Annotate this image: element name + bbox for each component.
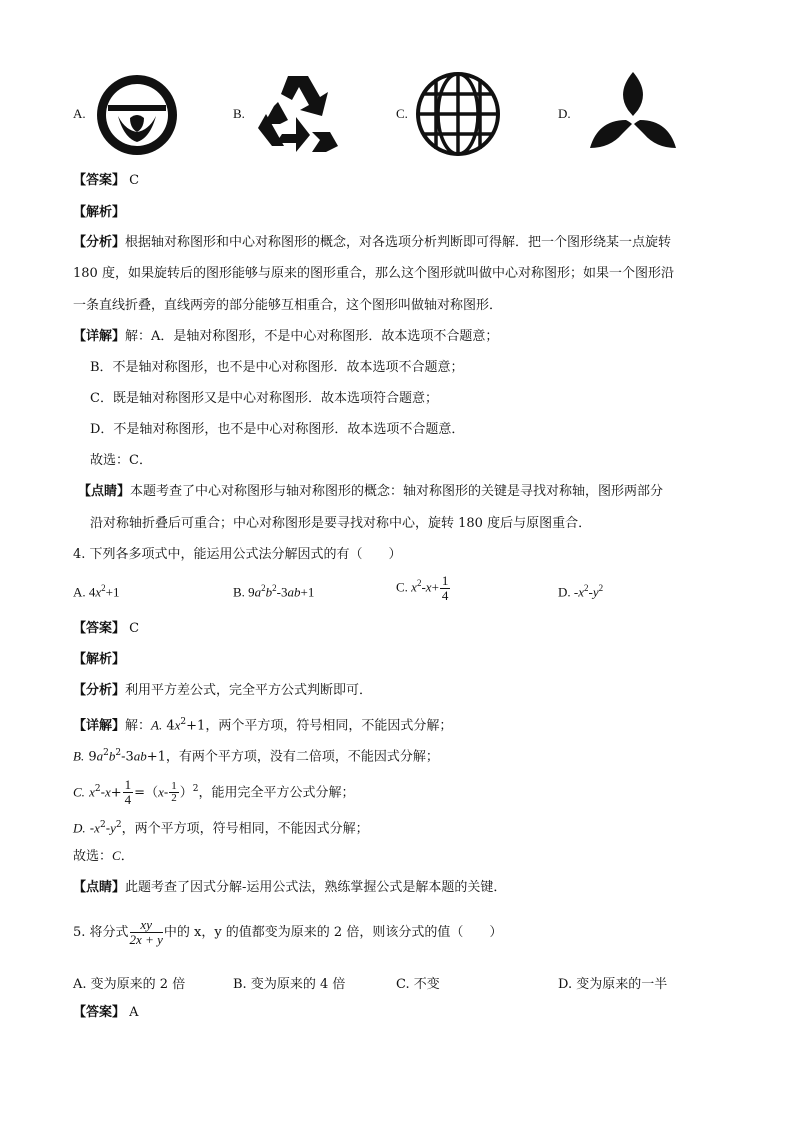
jiexi-tag: 【解析】	[73, 205, 126, 220]
q3-xiangjie-a	[73, 327, 498, 347]
q3-option-a-label: A.	[73, 106, 86, 121]
q5-option-a: A. 变为原来的 2 倍	[73, 977, 186, 992]
stem-suffix: 中的 x，y 的值都变为原来的 2 倍，则该分式的值（ ）	[163, 925, 503, 940]
q3-fenxi-line-3: 一条直线折叠，直线两旁的部分能够互相重合，这个图形叫做轴对称图形．	[73, 298, 503, 313]
guxuan-text: 故选：	[73, 849, 113, 864]
fraction-denominator: 2x + y	[129, 932, 163, 947]
q4-guxuan	[73, 846, 134, 867]
xiangjie-tag: 【详解】	[73, 329, 126, 344]
option-label: D.	[558, 584, 571, 600]
stem-prefix: 5. 将分式	[73, 925, 129, 940]
fraction-one-half: $\frac{1}{2}$	[171, 780, 177, 805]
q4-answer	[73, 619, 139, 639]
q5-answer	[73, 1003, 139, 1023]
q4-option-a: A. $4x^2+1$	[73, 583, 120, 600]
fraction-one-quarter: $\frac{1}{4}$	[124, 777, 132, 808]
xiangjie-prefix: 解：	[125, 718, 152, 734]
option-label: C.	[396, 579, 408, 595]
guxuan-end: ．	[120, 849, 134, 864]
xiangjie-text: 解：A．是轴对称图形，不是中心对称图形．故本选项不合题意；	[125, 329, 499, 344]
q3-jiexi-heading	[73, 203, 125, 223]
q4-option-d: D. $-x^2-y^2$	[558, 583, 604, 600]
fraction-numerator: xy	[130, 918, 163, 933]
option-label: B.	[233, 584, 245, 600]
three-leaf-icon	[588, 70, 678, 152]
q5-stem	[73, 913, 502, 953]
q3-xiangjie-d: D．不是轴对称图形，也不是中心对称图形．故本选项不合题意．	[90, 422, 465, 437]
circle-emblem-icon	[94, 72, 180, 158]
q5-option-d: D. 变为原来的一半	[558, 977, 668, 992]
q4-xiangjie-b: B. $9a^2b^2-3ab+1$，有两个平方项，没有二倍项，不能因式分解；	[73, 748, 439, 765]
q3-guxuan: 故选：C．	[90, 453, 152, 468]
answer-tag: 【答案】	[73, 173, 126, 188]
dianjing-text: 本题考查了中心对称图形与轴对称图形的概念：轴对称图形的关键是寻找对称轴，图形两部分	[130, 484, 664, 499]
answer-tag: 【答案】	[73, 1005, 126, 1020]
q4-jiexi-heading	[73, 650, 125, 670]
xiangjie-text: ，两个平方项，符号相同，不能因式分解；	[205, 718, 453, 734]
xiangjie-text: ，有两个平方项，没有二倍项，不能因式分解；	[165, 749, 439, 765]
answer-value: C	[129, 621, 140, 636]
q4-xiangjie-c: C. $x^2-x+$ $\frac{1}{4}$ =（x- $\frac{1}{2}$ ）$^2$，能用完全平方公式分解；	[73, 777, 355, 808]
q3-option-b-label: B.	[233, 106, 245, 121]
q3-dianjing-line-1	[78, 482, 663, 502]
answer-tag: 【答案】	[73, 621, 126, 636]
fenxi-tag: 【分析】	[73, 235, 126, 250]
q3-dianjing-line-2: 沿对称轴折叠后可重合；中心对称图形是要寻找对称中心，旋转 180 度后与原图重合．	[90, 516, 592, 531]
q3-fenxi-line-2: 180 度，如果旋转后的图形能够与原来的图形重合，那么这个图形就叫做中心对称图形；如果一个图形沿	[73, 266, 674, 281]
q4-xiangjie-d: D. $-x^2-y^2$，两个平方项，符号相同，不能因式分解；	[73, 820, 369, 837]
dianjing-text: 此题考查了因式分解-运用公式法，熟练掌握公式是解本题的关键．	[125, 880, 507, 895]
q4-dianjing	[73, 878, 506, 898]
xiangjie-tag: 【详解】	[73, 718, 126, 734]
q3-fenxi-line-1	[73, 233, 671, 253]
xiangjie-text: ，能用完全平方公式分解；	[198, 785, 355, 801]
recycle-icon	[252, 70, 344, 158]
xiangjie-text: ，两个平方项，符号相同，不能因式分解；	[121, 821, 369, 837]
fraction-one-quarter: $\frac{1}{4}$	[441, 573, 449, 603]
q3-answer	[73, 171, 139, 191]
guxuan-choice: C	[112, 848, 121, 863]
answer-value: C	[129, 173, 140, 188]
q4-stem: 4. 下列各多项式中，能运用公式法分解因式的有（ ）	[73, 547, 402, 562]
q3-option-c-label: C.	[396, 106, 408, 121]
q5-option-b: B. 变为原来的 4 倍	[233, 977, 346, 992]
q4-xiangjie-a: 【详解】解：A. $4x^2+1$，两个平方项，符号相同，不能因式分解；	[73, 717, 453, 734]
globe-icon	[414, 70, 502, 158]
answer-value: A	[129, 1005, 139, 1020]
q5-fraction	[130, 918, 163, 947]
q4-option-b: B. $9a^2b^2-3ab+1$	[233, 583, 315, 600]
fenxi-text: 利用平方差公式，完全平方公式判断即可．	[125, 683, 373, 698]
q3-xiangjie-c: C．既是轴对称图形又是中心对称图形．故本选项符合题意；	[90, 391, 438, 406]
option-label: A.	[73, 584, 86, 600]
q3-xiangjie-b: B．不是轴对称图形，也不是中心对称图形．故本选项不合题意；	[90, 360, 464, 375]
q5-option-c: C. 不变	[396, 977, 440, 992]
q3-option-d-label: D.	[558, 106, 571, 121]
fenxi-text: 根据轴对称图形和中心对称图形的概念，对各选项分析判断即可得解．把一个图形绕某一点旋转	[125, 235, 672, 250]
dianjing-tag: 【点睛】	[78, 484, 131, 499]
q4-fenxi	[73, 681, 372, 701]
q4-option-c: C. $x^2-x+$ $\frac{1}{4}$	[396, 573, 449, 603]
fenxi-tag: 【分析】	[73, 683, 126, 698]
dianjing-tag: 【点睛】	[73, 880, 126, 895]
jiexi-tag: 【解析】	[73, 652, 126, 667]
